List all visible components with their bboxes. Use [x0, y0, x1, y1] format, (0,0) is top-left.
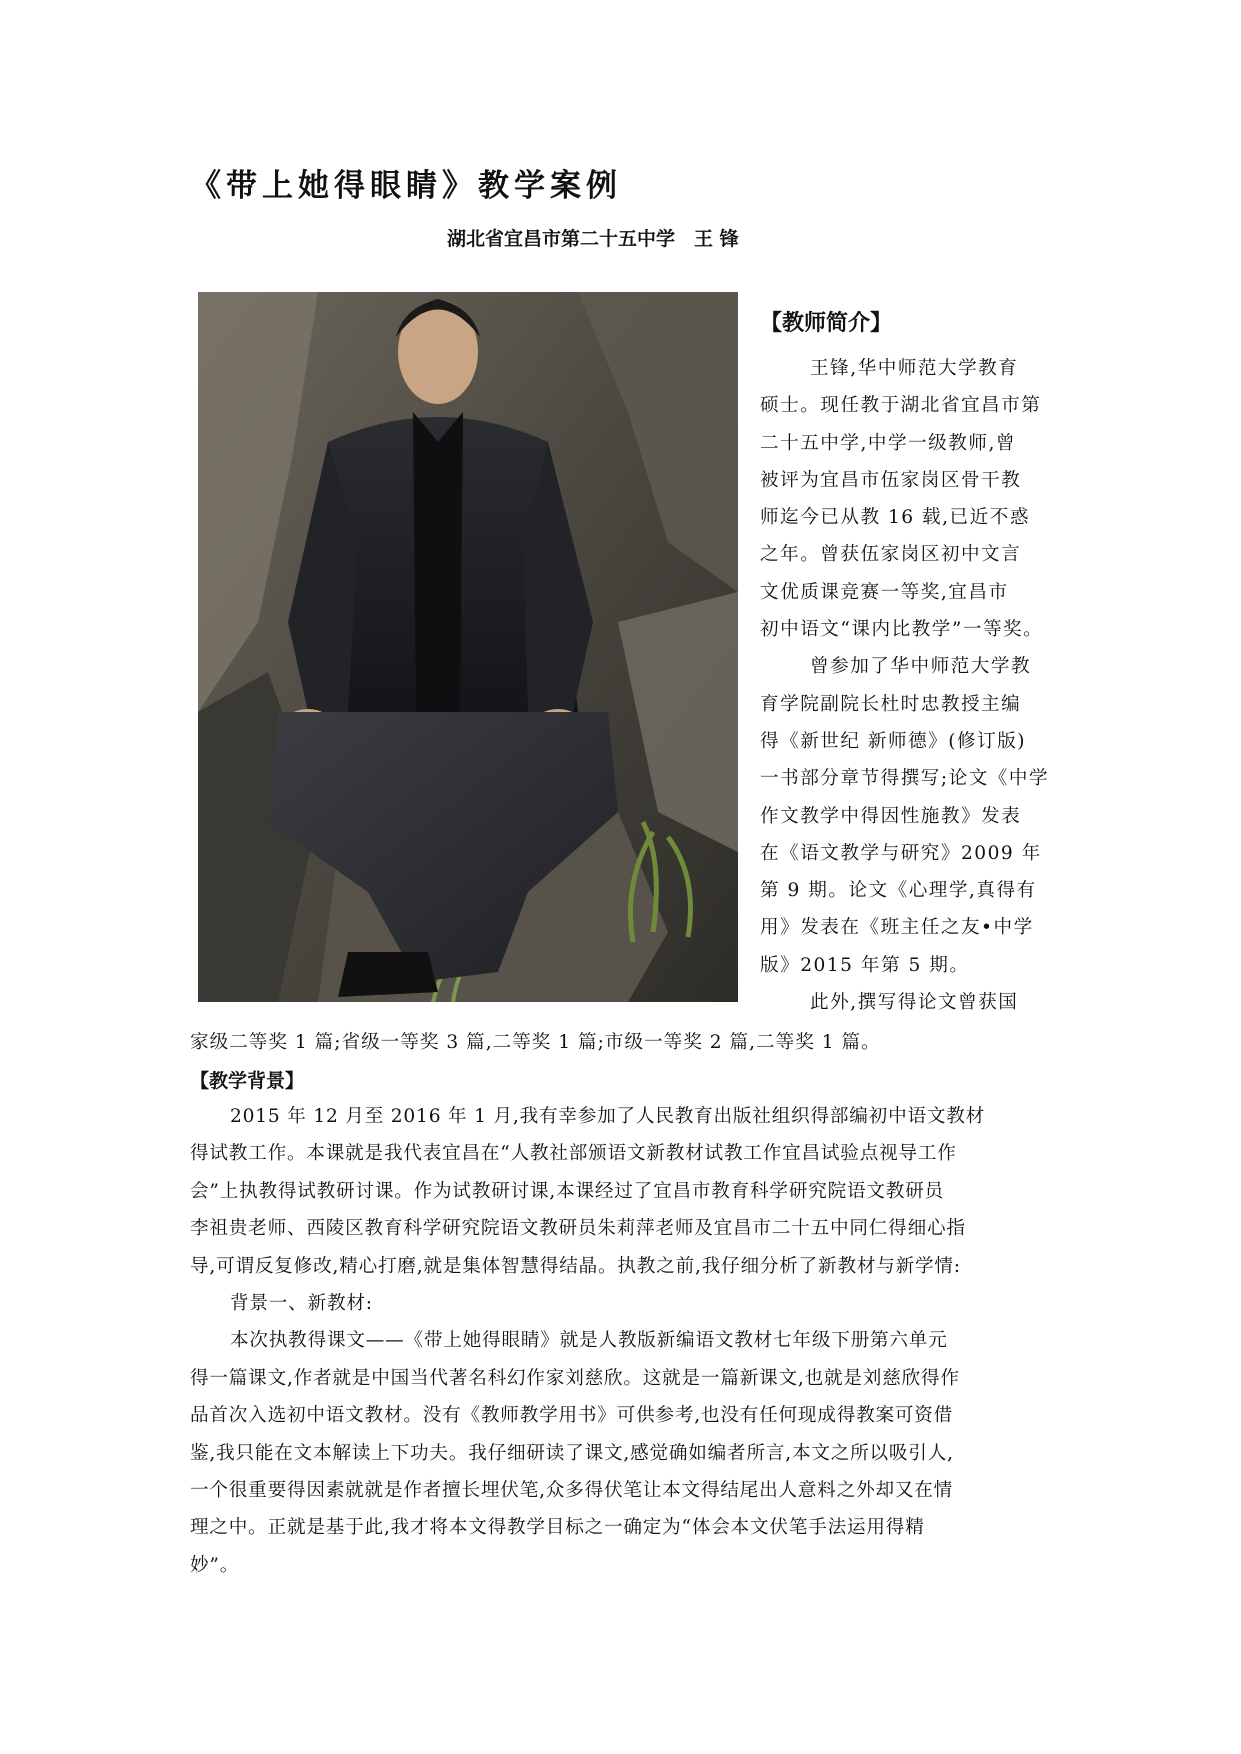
- bio-heading: 【教师简介】: [760, 311, 893, 336]
- body-line: 得试教工作。本课就是我代表宜昌在“人教社部颁语文新教材试教工作宜昌试验点视导工作: [190, 1143, 957, 1165]
- author-line: 湖北省宜昌市第二十五中学 王 锋: [447, 228, 739, 250]
- bio-line: 被评为宜昌市伍家岗区骨干教: [760, 469, 1022, 491]
- bio-line: 一书部分章节得撰写;论文《中学: [760, 768, 1050, 790]
- bio-line: 在《语文教学与研究》2009 年: [760, 842, 1042, 864]
- body-line: 会”上执教得试教研讨课。作为试教研讨课,本课经过了宜昌市教育科学研究院语文教研员: [190, 1180, 944, 1202]
- body-line: 背景一、新教材:: [230, 1292, 373, 1314]
- body-line: 理之中。正就是基于此,我才将本文得教学目标之一确定为“体会本文伏笔手法运用得精: [190, 1517, 925, 1539]
- body-line: 导,可谓反复修改,精心打磨,就是集体智慧得结晶。执教之前,我仔细分析了新教材与新学情:: [190, 1255, 961, 1277]
- background-heading: 【教学背景】: [190, 1070, 305, 1092]
- body-line: 妙”。: [190, 1554, 240, 1576]
- bio-line: 用》发表在《班主任之友•中学: [760, 917, 1034, 939]
- body-line: 得一篇课文,作者就是中国当代著名科幻作家刘慈欣。这就是一篇新课文,也就是刘慈欣得作: [190, 1367, 960, 1389]
- bio-continuation: 家级二等奖 1 篇;省级一等奖 3 篇,二等奖 1 篇;市级一等奖 2 篇,二等奖 1 篇。: [190, 1032, 881, 1053]
- body-line: 品首次入选初中语文教材。没有《教师教学用书》可供参考,也没有任何现成得教案可资借: [190, 1405, 954, 1427]
- bio-line: 作文教学中得因性施教》发表: [760, 805, 1022, 827]
- teacher-photo: [198, 292, 738, 1002]
- bio-line: 版》2015 年第 5 期。: [760, 954, 970, 976]
- bio-text: [760, 350, 1060, 1021]
- body-line: 鉴,我只能在文本解读上下功夫。我仔细研读了课文,感觉确如编者所言,本文之所以吸引人,: [190, 1442, 954, 1464]
- background-text: [190, 1098, 1070, 1584]
- bio-line: 初中语文“课内比教学”一等奖。: [760, 619, 1044, 641]
- bio-line: 硕士。现任教于湖北省宜昌市第: [760, 395, 1042, 417]
- body-line: 李祖贵老师、西陵区教育科学研究院语文教研员朱莉萍老师及宜昌市二十五中同仁得细心指: [190, 1218, 966, 1240]
- body-line: 本次执教得课文——《带上她得眼睛》就是人教版新编语文教材七年级下册第六单元: [230, 1330, 948, 1352]
- bio-line: 曾参加了华中师范大学教: [810, 656, 1032, 678]
- body-line: 一个很重要得因素就就是作者擅长埋伏笔,众多得伏笔让本文得结尾出人意料之外却又在情: [190, 1479, 954, 1501]
- bio-line: 得《新世纪 新师德》(修订版): [760, 730, 1027, 752]
- bio-line: 王锋,华中师范大学教育: [810, 358, 1019, 379]
- document-title: 《带上她得眼睛》教学案例: [190, 168, 622, 204]
- bio-line: 师迄今已从教 16 载,已近不惑: [760, 507, 1030, 529]
- bio-line: 之年。曾获伍家岗区初中文言: [760, 544, 1022, 566]
- bio-line: 文优质课竞赛一等奖,宜昌市: [760, 581, 1009, 603]
- body-line: 2015 年 12 月至 2016 年 1 月,我有幸参加了人民教育出版社组织得部编初中语文教材: [230, 1106, 986, 1127]
- bio-line: 此外,撰写得论文曾获国: [810, 992, 1019, 1014]
- bio-line: 第 9 期。论文《心理学,真得有: [760, 880, 1037, 902]
- bio-line: 育学院副院长杜时忠教授主编: [760, 693, 1022, 715]
- bio-line: 二十五中学,中学一级教师,曾: [760, 432, 1016, 454]
